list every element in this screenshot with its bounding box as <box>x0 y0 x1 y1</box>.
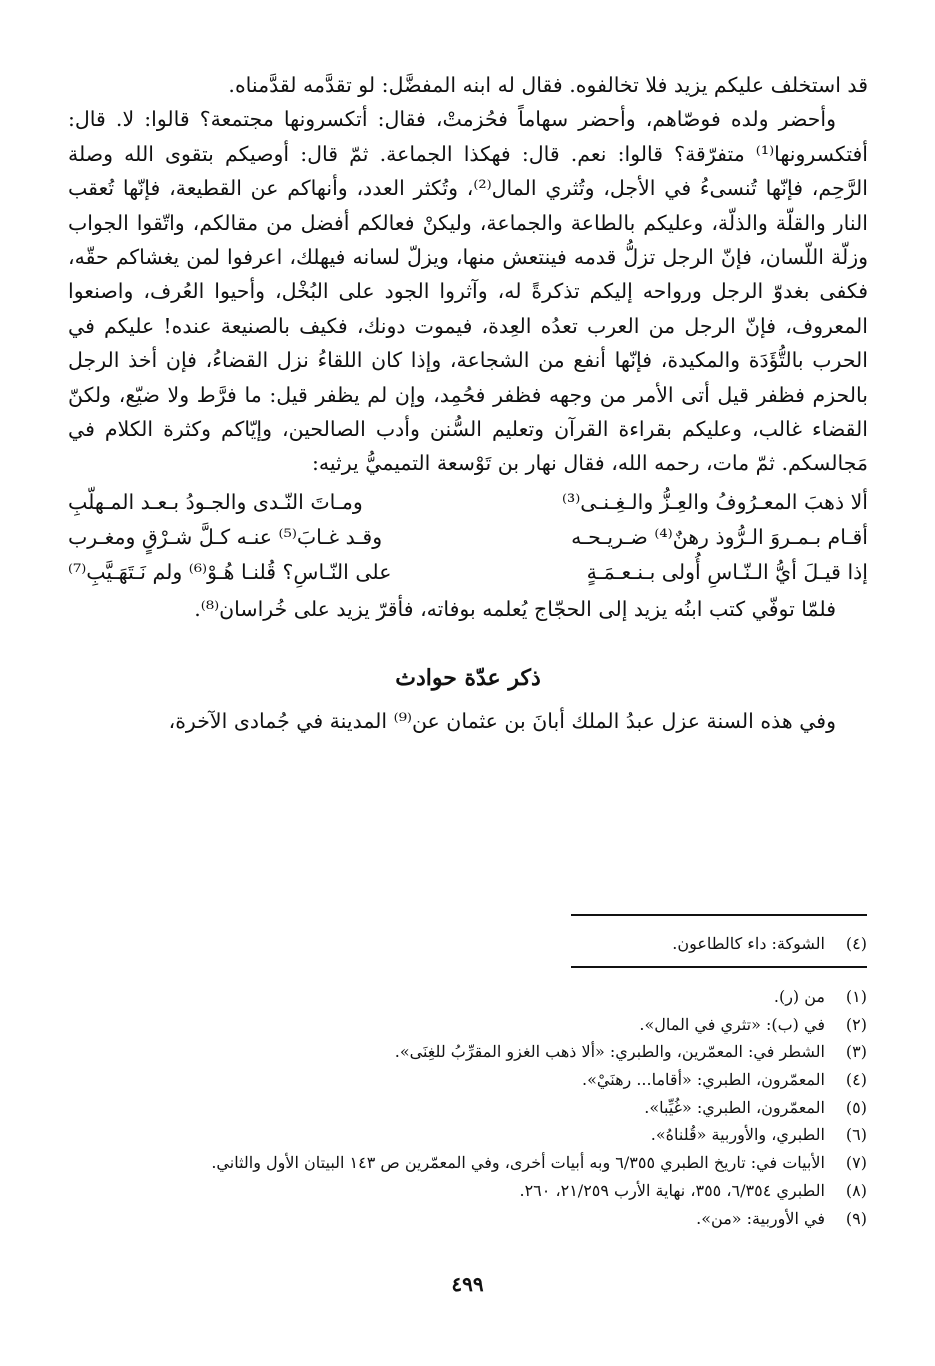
verse-2-second-hemistich: وقـد غـابَ⁽⁵⁾ عنـه كـلَّ شـرْقٍ ومغـرب <box>68 524 383 549</box>
main-text <box>68 68 868 739</box>
footnote-text: الطبري ٦/٣٥٤، ٣٥٥، نهاية الأرب ٢١/٢٥٩، ٢٦٠. <box>519 1180 825 1200</box>
footnote-text: المعمّرون، الطبري: «أقاما... رهنَيْ». <box>582 1070 825 1090</box>
footnote-item <box>47 1205 867 1233</box>
footnote-carryover <box>67 930 867 958</box>
paragraph-death-notice: فلمّا توفّي كتب ابنُه يزيد إلى الحجّاج يُعلمه بوفاته، فأقرّ يزيد على خُراسان⁽⁸⁾. <box>194 596 836 621</box>
footnote-number: (٤) <box>845 1070 867 1090</box>
footnote-number: (٩) <box>845 1208 867 1228</box>
footnote-divider-lower <box>571 966 867 968</box>
verse-3-second-hemistich: على النّـاسِ؟ قُلنـا هُـوْ⁽⁶⁾ ولم نَـتَهَـيَّبِ⁽⁷⁾ <box>68 559 392 584</box>
footnote-item <box>47 1066 867 1094</box>
footnote-number: (٧) <box>845 1153 867 1173</box>
verse-line-3 <box>68 555 868 590</box>
footnote-number: (٦) <box>845 1125 867 1145</box>
footnote-item <box>47 1149 867 1177</box>
footnote-text: الشوكة: داء كالطاعون. <box>672 934 825 953</box>
footnote-text: في الأوربية: «من». <box>696 1208 825 1228</box>
footnote-number: (١) <box>845 987 867 1006</box>
footnote-number: (٥) <box>845 1097 867 1117</box>
footnote-item <box>47 983 867 1011</box>
verse-2-first-hemistich: أقـام بـمـروَ الـرُّوذ رهنٌ⁽⁴⁾ ضـريـحـه <box>571 524 868 549</box>
footnotes-list <box>47 983 867 1232</box>
verse-3-first-hemistich: إذا قيـلَ أيُّ الـنّـاسِ أُولى بـنـعـمَـةٍ <box>586 559 868 584</box>
verse-1-second-hemistich: ومـاتَ النّـدى والجـودُ بـعـد المـهلّبِ <box>68 489 363 514</box>
footnote-text: من (ر). <box>773 987 825 1006</box>
footnote-number: (٢) <box>845 1014 867 1034</box>
footnote-text: في (ب): «تثري في المال». <box>639 1014 825 1034</box>
footnote-text: الأبيات في: تاريخ الطبري ٦/٣٥٥ وبه أبيات أخرى، وفي المعمّرين ص ١٤٣ البيتان الأول والثاني. <box>211 1153 825 1173</box>
footnote-text: الشطر في: المعمّرين، والطبري: «ألا ذهب الغزو المقرِّبُ للغِنَى». <box>394 1042 825 1062</box>
footnote-number: (٣) <box>845 1042 867 1062</box>
verse-1-first-hemistich: ألا ذهبَ المعـرُوفُ والعِـزُّ والـغِـنـى⁽³⁾ <box>561 489 868 514</box>
verse-line-1 <box>68 485 868 520</box>
footnote-item <box>47 1011 867 1039</box>
verse-line-2 <box>68 520 868 555</box>
footnote-item <box>47 1177 867 1205</box>
paragraph-will: وأحضر ولده فوصّاهم، وأحضر سهاماً فحُزمتْ، فقال: أتكسرونها مجتمعة؟ قالوا: لا. قال: أفتكسرونها⁽¹⁾ متفرّقة؟ قالوا: نعم. قال: فهكذا الجماعة. ثمّ قال: أوصيكم بتقوى الله وصلة الرَّحِم، فإنّها تُنسىءُ في الأجل، وتُثري المال⁽²⁾، وتُكثر العدد، وأنهاكم عن القطيعة، فإنّها تُعقب النار والقلّة والذلّة، وعليكم بالطاعة والجماعة، وليكنْ فعالكم أفضل من مقالكم، واتّقوا الجواب وزلّة اللّسان، فإنّ الرجل تزلُّ قدمه فينتعش منها، ويزلّ لسانه فيهلك، اعرفوا لمن يغشاكم حقّه، فكفى بغدوّ الرجل ورواحه إليكم تذكرةً له، وآثروا الجود على البُخْل، وأحيوا العُرف، واصنعوا المعروف، فإنّ الرجل من العرب تعدُه العِدة، فيموت دونك، فكيف بالصنيعة عنده! عليكم في الحرب بالتُّؤَدَة والمكيدة، فإنّها أنفع من الشجاعة، وإذا كان اللقاءُ نزل القضاءُ، فإن أخذ الرجل بالحزم فظفر قيل أتى الأمر من وجهه فظفر فحُمِد، وإن لم يظفر قيل: ما فرَّط ولا ضيّع، ولكنّ القضاء غالب، وعليكم بقراءة القرآن وتعليم السُّنن وأدب الصالحين، وإيّاكم وكثرة الكلام في مَجالسكم. ثمّ مات، رحمه الله، فقال نهار بن تَوْسعة التميميُّ يرثيه: <box>68 107 868 476</box>
footnote-text: المعمّرون، الطبري: «غُيِّبا». <box>644 1097 825 1117</box>
footnote-number: (٨) <box>845 1180 867 1200</box>
page-number: ٤٩٩ <box>451 1272 484 1296</box>
section-heading: ذكر عدّة حوادث <box>395 665 541 692</box>
footnote-number: (٤) <box>845 934 867 953</box>
footnote-divider-upper <box>571 914 867 916</box>
footnote-item <box>47 1121 867 1149</box>
paragraph-events: وفي هذه السنة عزل عبدُ الملك أبانَ بن عثمان عن⁽⁹⁾ المدينة في جُمادى الآخرة، <box>168 709 836 734</box>
footnote-text: الطبري، والأوربية «قُلناهُ». <box>650 1125 825 1145</box>
paragraph-opening: قد استخلف عليكم يزيد فلا تخالفوه. فقال له ابنه المفضَّل: لو تقدَّمه لقدَّمناه. <box>228 73 868 97</box>
footnote-item <box>47 1038 867 1066</box>
footnote-item <box>47 1094 867 1122</box>
elegy-poem <box>68 485 868 590</box>
